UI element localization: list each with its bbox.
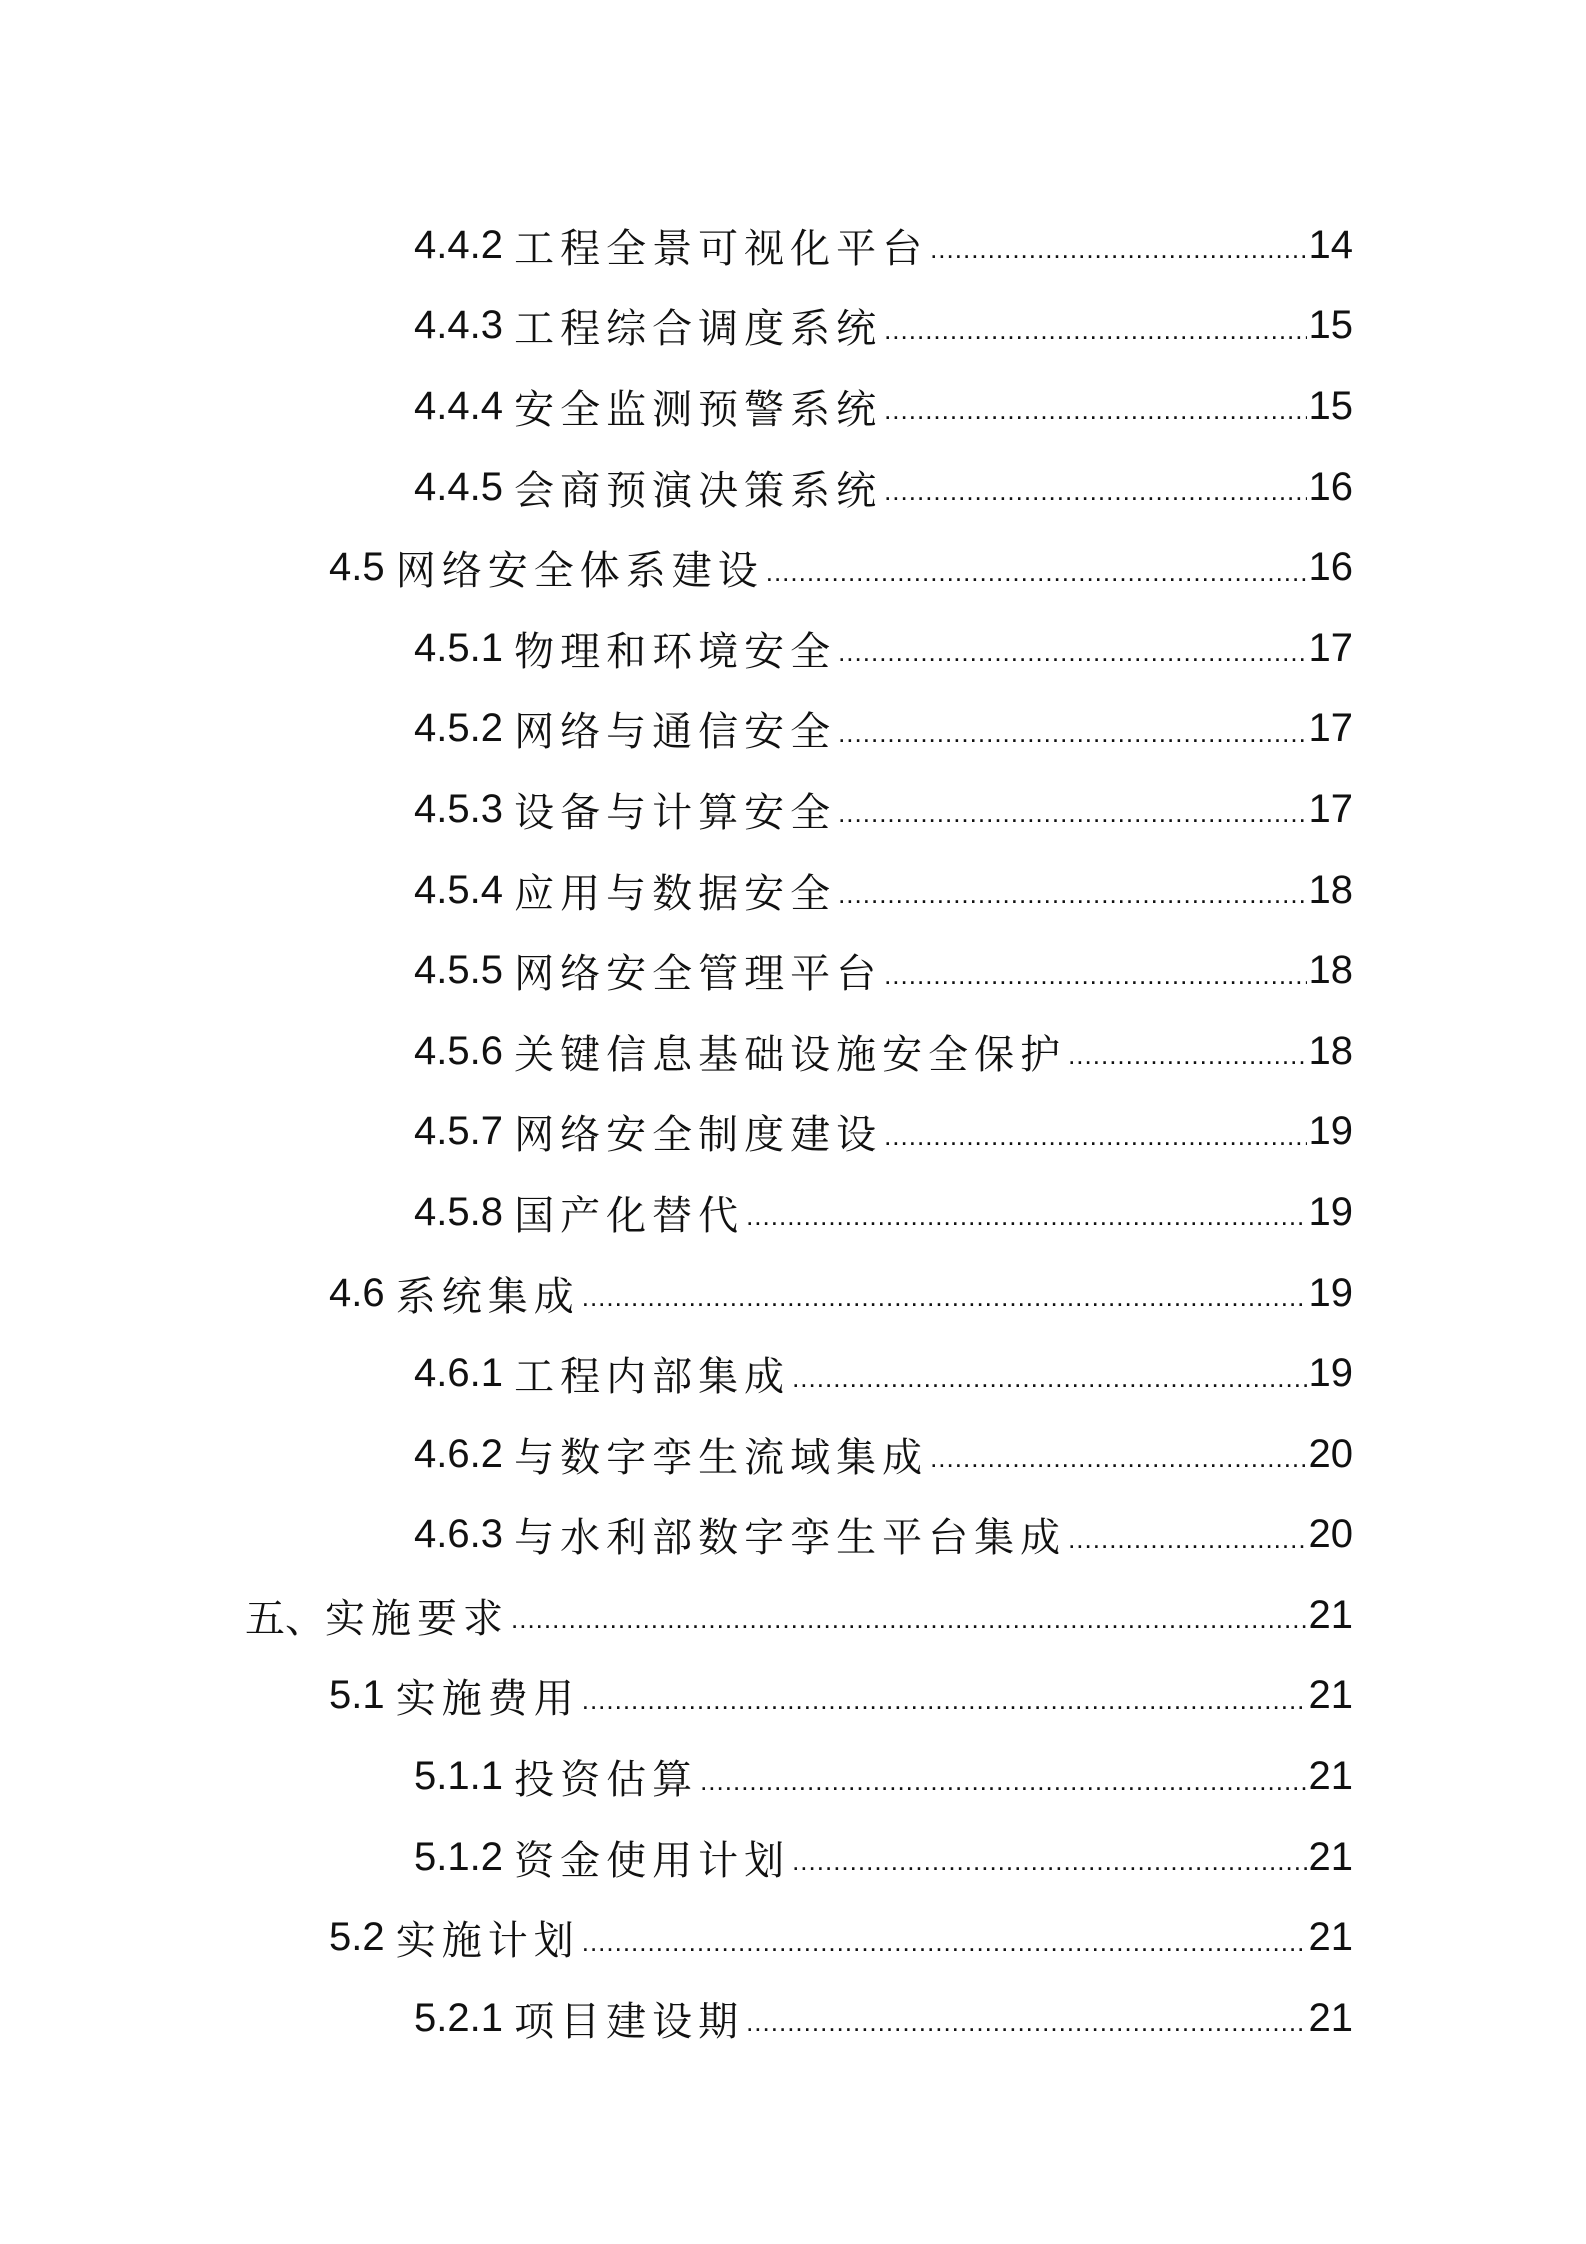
toc-entry-title: 安全监测预警系统 [514,387,883,432]
toc-dot-leader [884,467,1306,507]
toc-entry-page: 17 [1308,706,1353,751]
toc-entry-page: 20 [1308,1512,1353,1557]
toc-entry-page: 17 [1308,625,1353,670]
toc-entry-page: 18 [1308,1028,1353,1073]
toc-entry-title: 应用与数据安全 [514,871,837,916]
toc-entry-title: 网络与通信安全 [514,710,837,755]
toc-dot-leader [746,1998,1306,2038]
toc-entry[interactable] [0,366,1586,447]
toc-entry[interactable] [0,1495,1586,1576]
toc-entry-page: 18 [1308,867,1353,912]
toc-entry[interactable] [0,286,1586,367]
toc-dot-leader [930,1434,1306,1474]
toc-entry[interactable] [0,689,1586,770]
toc-entry[interactable] [0,1978,1586,2059]
toc-entry-number: 4.4.4 [414,383,515,428]
toc-entry-page: 16 [1308,545,1353,590]
toc-dot-leader [792,1354,1306,1394]
toc-entry-page: 16 [1308,464,1353,509]
toc-entry-title: 工程内部集成 [514,1355,791,1400]
toc-entry-title: 关键信息基础设施安全保护 [514,1032,1067,1077]
toc-entry-page: 19 [1308,1270,1353,1315]
toc-entry[interactable] [0,447,1586,528]
toc-dot-leader [511,1595,1307,1635]
toc-entry-number: 4.4.2 [414,222,515,267]
toc-dot-leader [930,225,1306,265]
toc-entry-title: 投资估算 [514,1758,699,1803]
toc-dot-leader [746,1192,1306,1232]
toc-entry-page: 19 [1308,1189,1353,1234]
toc-entry[interactable] [0,205,1586,286]
toc-entry-number: 5.2 [329,1915,396,1960]
toc-entry-number: 4.5.7 [414,1109,515,1154]
toc-entry-number: 4.5.8 [414,1189,515,1234]
toc-dot-leader [884,386,1306,426]
toc-entry-title: 实施费用 [395,1677,580,1722]
toc-entry-page: 15 [1308,383,1353,428]
toc-entry-title: 系统集成 [395,1274,580,1319]
toc-entry[interactable] [0,1092,1586,1173]
toc-entry-number: 4.4.5 [414,464,515,509]
toc-entry-title: 工程综合调度系统 [514,307,883,352]
toc-entry-title: 设备与计算安全 [514,790,837,835]
toc-entry-number: 4.5 [329,545,396,590]
toc-entry-number: 4.5.1 [414,625,515,670]
toc-entry-title: 国产化替代 [514,1193,745,1238]
toc-entry-page: 15 [1308,303,1353,348]
toc-entry-title: 与水利部数字孪生平台集成 [514,1516,1067,1561]
toc-dot-leader [884,1112,1306,1152]
toc-entry-number: 4.6.1 [414,1351,515,1396]
toc-dot-leader [1068,1515,1306,1555]
toc-dot-leader [700,1757,1306,1797]
toc-entry-number: 5.1.1 [414,1754,515,1799]
toc-entry-number: 五、 [245,1596,325,1641]
toc-entry-title: 资金使用计划 [514,1838,791,1883]
toc-entry-title: 与数字孪生流域集成 [514,1435,929,1480]
toc-dot-leader [838,870,1306,910]
toc-entry-page: 19 [1308,1351,1353,1396]
toc-entry-number: 4.5.5 [414,948,515,993]
toc-entry-title: 网络安全体系建设 [395,549,764,594]
toc-entry-number: 4.5.4 [414,867,515,912]
toc-entry[interactable] [0,608,1586,689]
toc-entry-number: 5.1 [329,1673,396,1718]
table-of-contents [0,205,1586,2059]
toc-entry[interactable] [0,1656,1586,1737]
toc-dot-leader [884,306,1306,346]
toc-entry-number: 5.1.2 [414,1834,515,1879]
toc-entry-page: 21 [1308,1995,1353,2040]
toc-entry-page: 14 [1308,222,1353,267]
toc-dot-leader [582,1273,1307,1313]
toc-entry-number: 4.6.2 [414,1431,515,1476]
toc-dot-leader [1068,1031,1306,1071]
toc-entry-page: 18 [1308,948,1353,993]
toc-dot-leader [884,951,1306,991]
toc-dot-leader [838,709,1306,749]
toc-entry-number: 4.5.6 [414,1028,515,1073]
toc-entry-page: 20 [1308,1431,1353,1476]
toc-entry-number: 4.6 [329,1270,396,1315]
toc-entry-page: 19 [1308,1109,1353,1154]
toc-entry[interactable] [0,930,1586,1011]
toc-entry-title: 会商预演决策系统 [514,468,883,513]
toc-entry-title: 物理和环境安全 [514,629,837,674]
toc-entry[interactable] [0,1414,1586,1495]
toc-entry-number: 4.4.3 [414,303,515,348]
toc-entry-page: 17 [1308,786,1353,831]
toc-entry[interactable] [0,1253,1586,1334]
toc-entry-title: 实施要求 [325,1596,509,1641]
toc-entry[interactable] [0,1736,1586,1817]
toc-entry-page: 21 [1308,1915,1353,1960]
toc-entry-title: 项目建设期 [514,1999,745,2044]
toc-entry-number: 4.6.3 [414,1512,515,1557]
toc-entry-number: 5.2.1 [414,1995,515,2040]
toc-entry[interactable] [0,1333,1586,1414]
toc-entry[interactable] [0,1172,1586,1253]
toc-entry-title: 工程全景可视化平台 [514,226,929,271]
toc-entry-title: 实施计划 [395,1919,580,1964]
toc-dot-leader [792,1837,1306,1877]
toc-dot-leader [838,628,1306,668]
toc-entry-title: 网络安全制度建设 [514,1113,883,1158]
toc-entry-title: 网络安全管理平台 [514,952,883,997]
toc-entry[interactable] [0,769,1586,850]
toc-dot-leader [766,548,1307,588]
toc-entry[interactable] [0,1817,1586,1898]
toc-entry[interactable] [0,527,1586,608]
toc-entry-page: 21 [1308,1834,1353,1879]
toc-entry-number: 4.5.3 [414,786,515,831]
toc-entry[interactable] [0,1011,1586,1092]
toc-entry-page: 21 [1308,1592,1353,1637]
toc-dot-leader [838,789,1306,829]
toc-dot-leader [582,1676,1307,1716]
toc-entry-page: 21 [1308,1673,1353,1718]
toc-dot-leader [582,1918,1307,1958]
toc-entry-page: 21 [1308,1754,1353,1799]
toc-entry-number: 4.5.2 [414,706,515,751]
toc-entry[interactable] [0,1575,1586,1656]
toc-entry[interactable] [0,1897,1586,1978]
toc-entry[interactable] [0,850,1586,931]
